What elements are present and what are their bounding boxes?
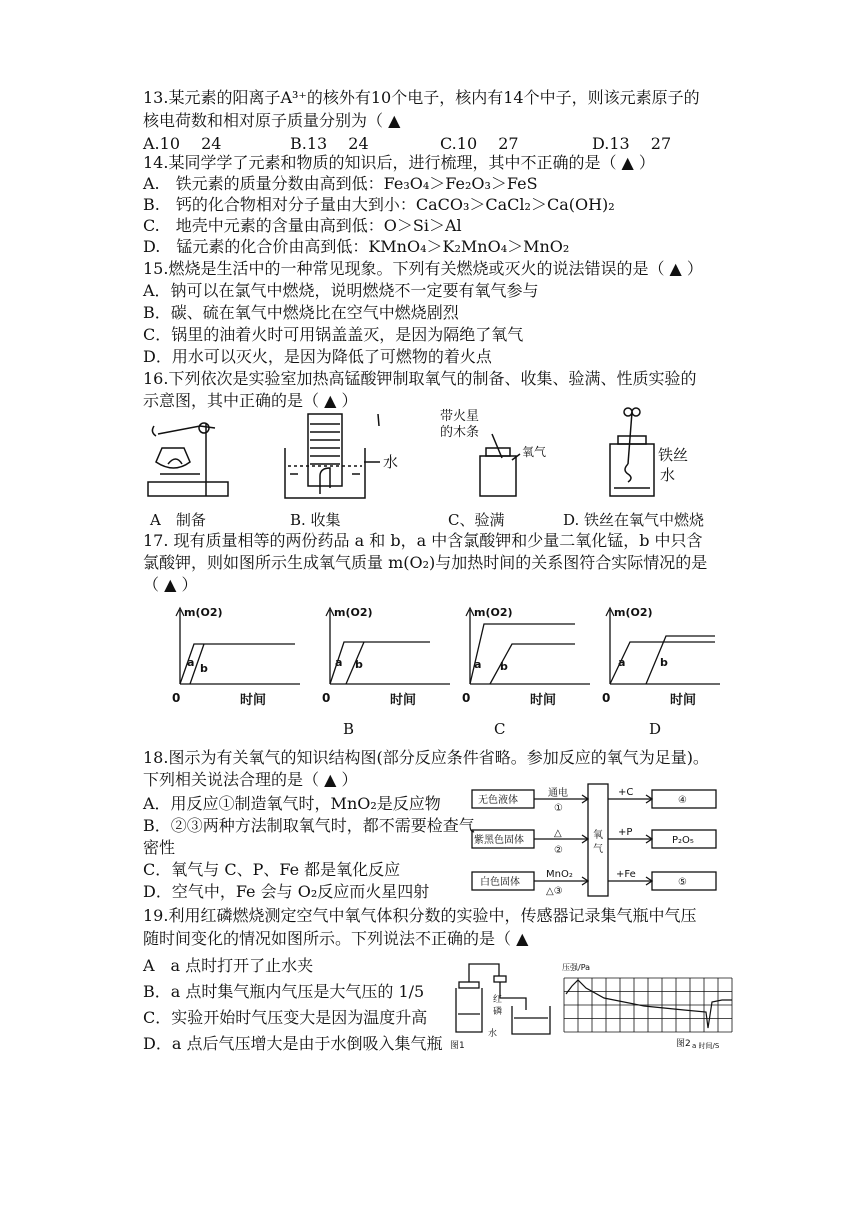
- q18-option-a: A．用反应①制造氧气时，MnO₂是反应物: [143, 794, 441, 813]
- q17-line1: 17. 现有质量相等的两份药品 a 和 b，a 中含氯酸钾和少量二氧化锰，b 中只含: [143, 531, 703, 550]
- time-axis-label: a 时间/S: [692, 1042, 720, 1050]
- condition-electrolysis: 通电: [548, 788, 568, 799]
- q14-stem: 14.某同学学了元素和物质的知识后，进行梳理，其中不正确的是（ ▲ ）: [143, 153, 655, 172]
- q19-option-c: C．实验开始时气压变大是因为温度升高: [143, 1008, 428, 1027]
- product-5: ⑤: [678, 877, 687, 888]
- q13-line2: 核电荷数和相对原子质量分别为（ ▲: [143, 111, 401, 130]
- figure-2-label: 图2: [676, 1039, 691, 1049]
- q18-option-b-cont: 密性: [143, 838, 176, 857]
- label-glowing-stick-2: 的木条: [440, 425, 480, 440]
- label-oxygen: 氧气: [522, 445, 547, 459]
- origin-label: 0: [462, 691, 471, 705]
- q17-caption-d: D: [649, 720, 662, 738]
- q13-option-d: D.13 27: [592, 134, 672, 153]
- q17-line3: （ ▲ ）: [143, 575, 198, 594]
- q19-option-b: B．a 点时集气瓶内气压是大气压的 1/5: [143, 982, 425, 1001]
- red-phosphorus-apparatus-icon: [456, 964, 550, 1034]
- series-b-label: b: [200, 662, 208, 675]
- q16-caption-d: D. 铁丝在氧气中燃烧: [563, 511, 705, 529]
- y-axis-label: m(O2): [184, 606, 223, 619]
- y-axis-label: m(O2): [334, 606, 373, 619]
- series-a-line: [470, 624, 575, 684]
- q13-option-c: C.10 27: [440, 134, 519, 153]
- q19-option-a: A a 点时打开了止水夹: [143, 956, 314, 975]
- q18-option-b: B．②③两种方法制取氧气时，都不需要检查气: [143, 816, 475, 835]
- x-axis-label: 时间: [240, 693, 267, 708]
- q14-option-d: D. 锰元素的化合价由高到低：KMnO₄＞K₂MnO₄＞MnO₂: [143, 237, 570, 256]
- q18-line1: 18.图示为有关氧气的知识结构图(部分反应条件省略。参加反应的氧气为足量)。: [143, 748, 709, 767]
- q19-option-d: D．a 点后气压增大是由于水倒吸入集气瓶: [143, 1034, 443, 1053]
- label-red: 红: [493, 995, 503, 1005]
- series-a-label: a: [335, 656, 343, 669]
- reaction-1: ①: [554, 803, 563, 814]
- q16-caption-b: B. 收集: [290, 511, 341, 529]
- series-a-label: a: [187, 656, 195, 669]
- series-b-label: b: [660, 656, 668, 669]
- q18-option-d: D．空气中，Fe 会与 O₂反应而火星四射: [143, 882, 430, 901]
- pressure-graph: [564, 978, 732, 1032]
- reaction-3: △③: [546, 886, 563, 897]
- q17-caption-b: B: [343, 720, 355, 738]
- y-axis-label: m(O2): [474, 606, 513, 619]
- condition-heat: △: [554, 828, 562, 839]
- y-axis-label: m(O2): [614, 606, 653, 619]
- q19-figures: [444, 958, 734, 1050]
- center-oxygen-2: 气: [593, 844, 603, 855]
- apparatus-heating-icon: [148, 423, 228, 496]
- q15-option-b: B．碳、硫在氧气中燃烧比在空气中燃烧剧烈: [143, 303, 459, 322]
- x-axis-label: 时间: [390, 693, 417, 708]
- q15-option-d: D．用水可以灭火，是因为降低了可燃物的着火点: [143, 347, 492, 366]
- apparatus-verify-icon: [480, 434, 520, 496]
- q19-line1: 19.利用红磷燃烧测定空气中氧气体积分数的实验中，传感器记录集气瓶中气压: [143, 906, 697, 925]
- product-p2o5: P₂O₅: [672, 835, 694, 846]
- q16-caption-c: C、验满: [448, 511, 505, 529]
- reactant-c: +C: [618, 787, 634, 798]
- q15-stem: 15.燃烧是生活中的一种常见现象。下列有关燃烧或灭火的说法错误的是（ ▲ ）: [143, 259, 703, 278]
- figure-1-label: 图1: [450, 1041, 465, 1050]
- label-water: 水: [383, 453, 399, 471]
- reactant-fe: +Fe: [616, 869, 636, 880]
- origin-label: 0: [322, 691, 331, 705]
- q17-graphs: [160, 600, 720, 710]
- reaction-2: ②: [554, 845, 563, 856]
- box-white-solid: 白色固体: [480, 877, 520, 888]
- graph-3: [462, 606, 590, 708]
- q16-figures: [140, 404, 720, 508]
- q19-line2: 随时间变化的情况如图所示。下列说法不正确的是（ ▲: [143, 929, 529, 948]
- apparatus-iron-wire-icon: [610, 408, 654, 496]
- label-water-2: 水: [660, 466, 676, 484]
- apparatus-collecting-icon: [285, 414, 380, 498]
- label-phosphorus: 磷: [493, 1007, 503, 1017]
- q14-option-b: B. 钙的化合物相对分子量由大到小：CaCO₃＞CaCl₂＞Ca(OH)₂: [143, 195, 615, 214]
- q15-option-c: C．锅里的油着火时可用锅盖盖灭，是因为隔绝了氧气: [143, 325, 524, 344]
- graph-2: [322, 606, 450, 708]
- q14-option-c: C. 地壳中元素的含量由高到低：O＞Si＞Al: [143, 216, 462, 235]
- q16-line2: 示意图，其中正确的是（ ▲ ）: [143, 391, 358, 410]
- q18-knowledge-diagram: [466, 782, 726, 900]
- q18-option-c: C．氧气与 C、P、Fe 都是氧化反应: [143, 860, 401, 879]
- center-oxygen-1: 氧: [593, 830, 603, 841]
- q13-option-b: B.13 24: [290, 134, 369, 153]
- label-water: 水: [488, 1029, 498, 1039]
- series-a-line: [330, 642, 430, 684]
- origin-label: 0: [602, 691, 611, 705]
- graph-4: [602, 606, 720, 708]
- label-glowing-stick-1: 带火星: [440, 409, 480, 424]
- graph-1: [172, 606, 300, 708]
- q16-line1: 16.下列依次是实验室加热高锰酸钾制取氧气的制备、收集、验满、性质实验的: [143, 369, 697, 388]
- q17-caption-c: C: [494, 720, 506, 738]
- q18-line2: 下列相关说法合理的是（ ▲ ）: [143, 770, 358, 789]
- series-a-label: a: [618, 656, 626, 669]
- series-b-label: b: [355, 658, 363, 671]
- condition-catalyst: MnO₂: [546, 869, 573, 880]
- q13-option-a: A.10 24: [143, 134, 222, 153]
- series-b-label: b: [500, 660, 508, 673]
- pressure-curve: [566, 980, 732, 1028]
- reactant-p: +P: [618, 827, 633, 838]
- x-axis-label: 时间: [530, 693, 557, 708]
- box-colorless-liquid: 无色液体: [478, 795, 518, 806]
- x-axis-label: 时间: [670, 693, 697, 708]
- q16-caption-a: A 制备: [150, 511, 206, 529]
- q15-option-a: A．钠可以在氯气中燃烧，说明燃烧不一定要有氧气参与: [143, 281, 539, 300]
- origin-label: 0: [172, 691, 181, 705]
- pressure-axis-label: 压强/Pa: [562, 963, 591, 972]
- series-b-line: [646, 636, 715, 684]
- box-purple-black-solid: 紫黑色固体: [474, 835, 524, 846]
- label-iron-wire: 铁丝: [658, 446, 689, 464]
- q13-line1: 13.某元素的阳离子A³⁺的核外有10个电子，核内有14个中子，则该元素原子的: [143, 88, 700, 107]
- q14-option-a: A. 铁元素的质量分数由高到低：Fe₃O₄＞Fe₂O₃＞FeS: [143, 174, 538, 193]
- series-a-label: a: [474, 658, 482, 671]
- q17-line2: 氯酸钾，则如图所示生成氧气质量 m(O₂)与加热时间的关系图符合实际情况的是: [143, 553, 708, 572]
- product-4: ④: [678, 795, 687, 806]
